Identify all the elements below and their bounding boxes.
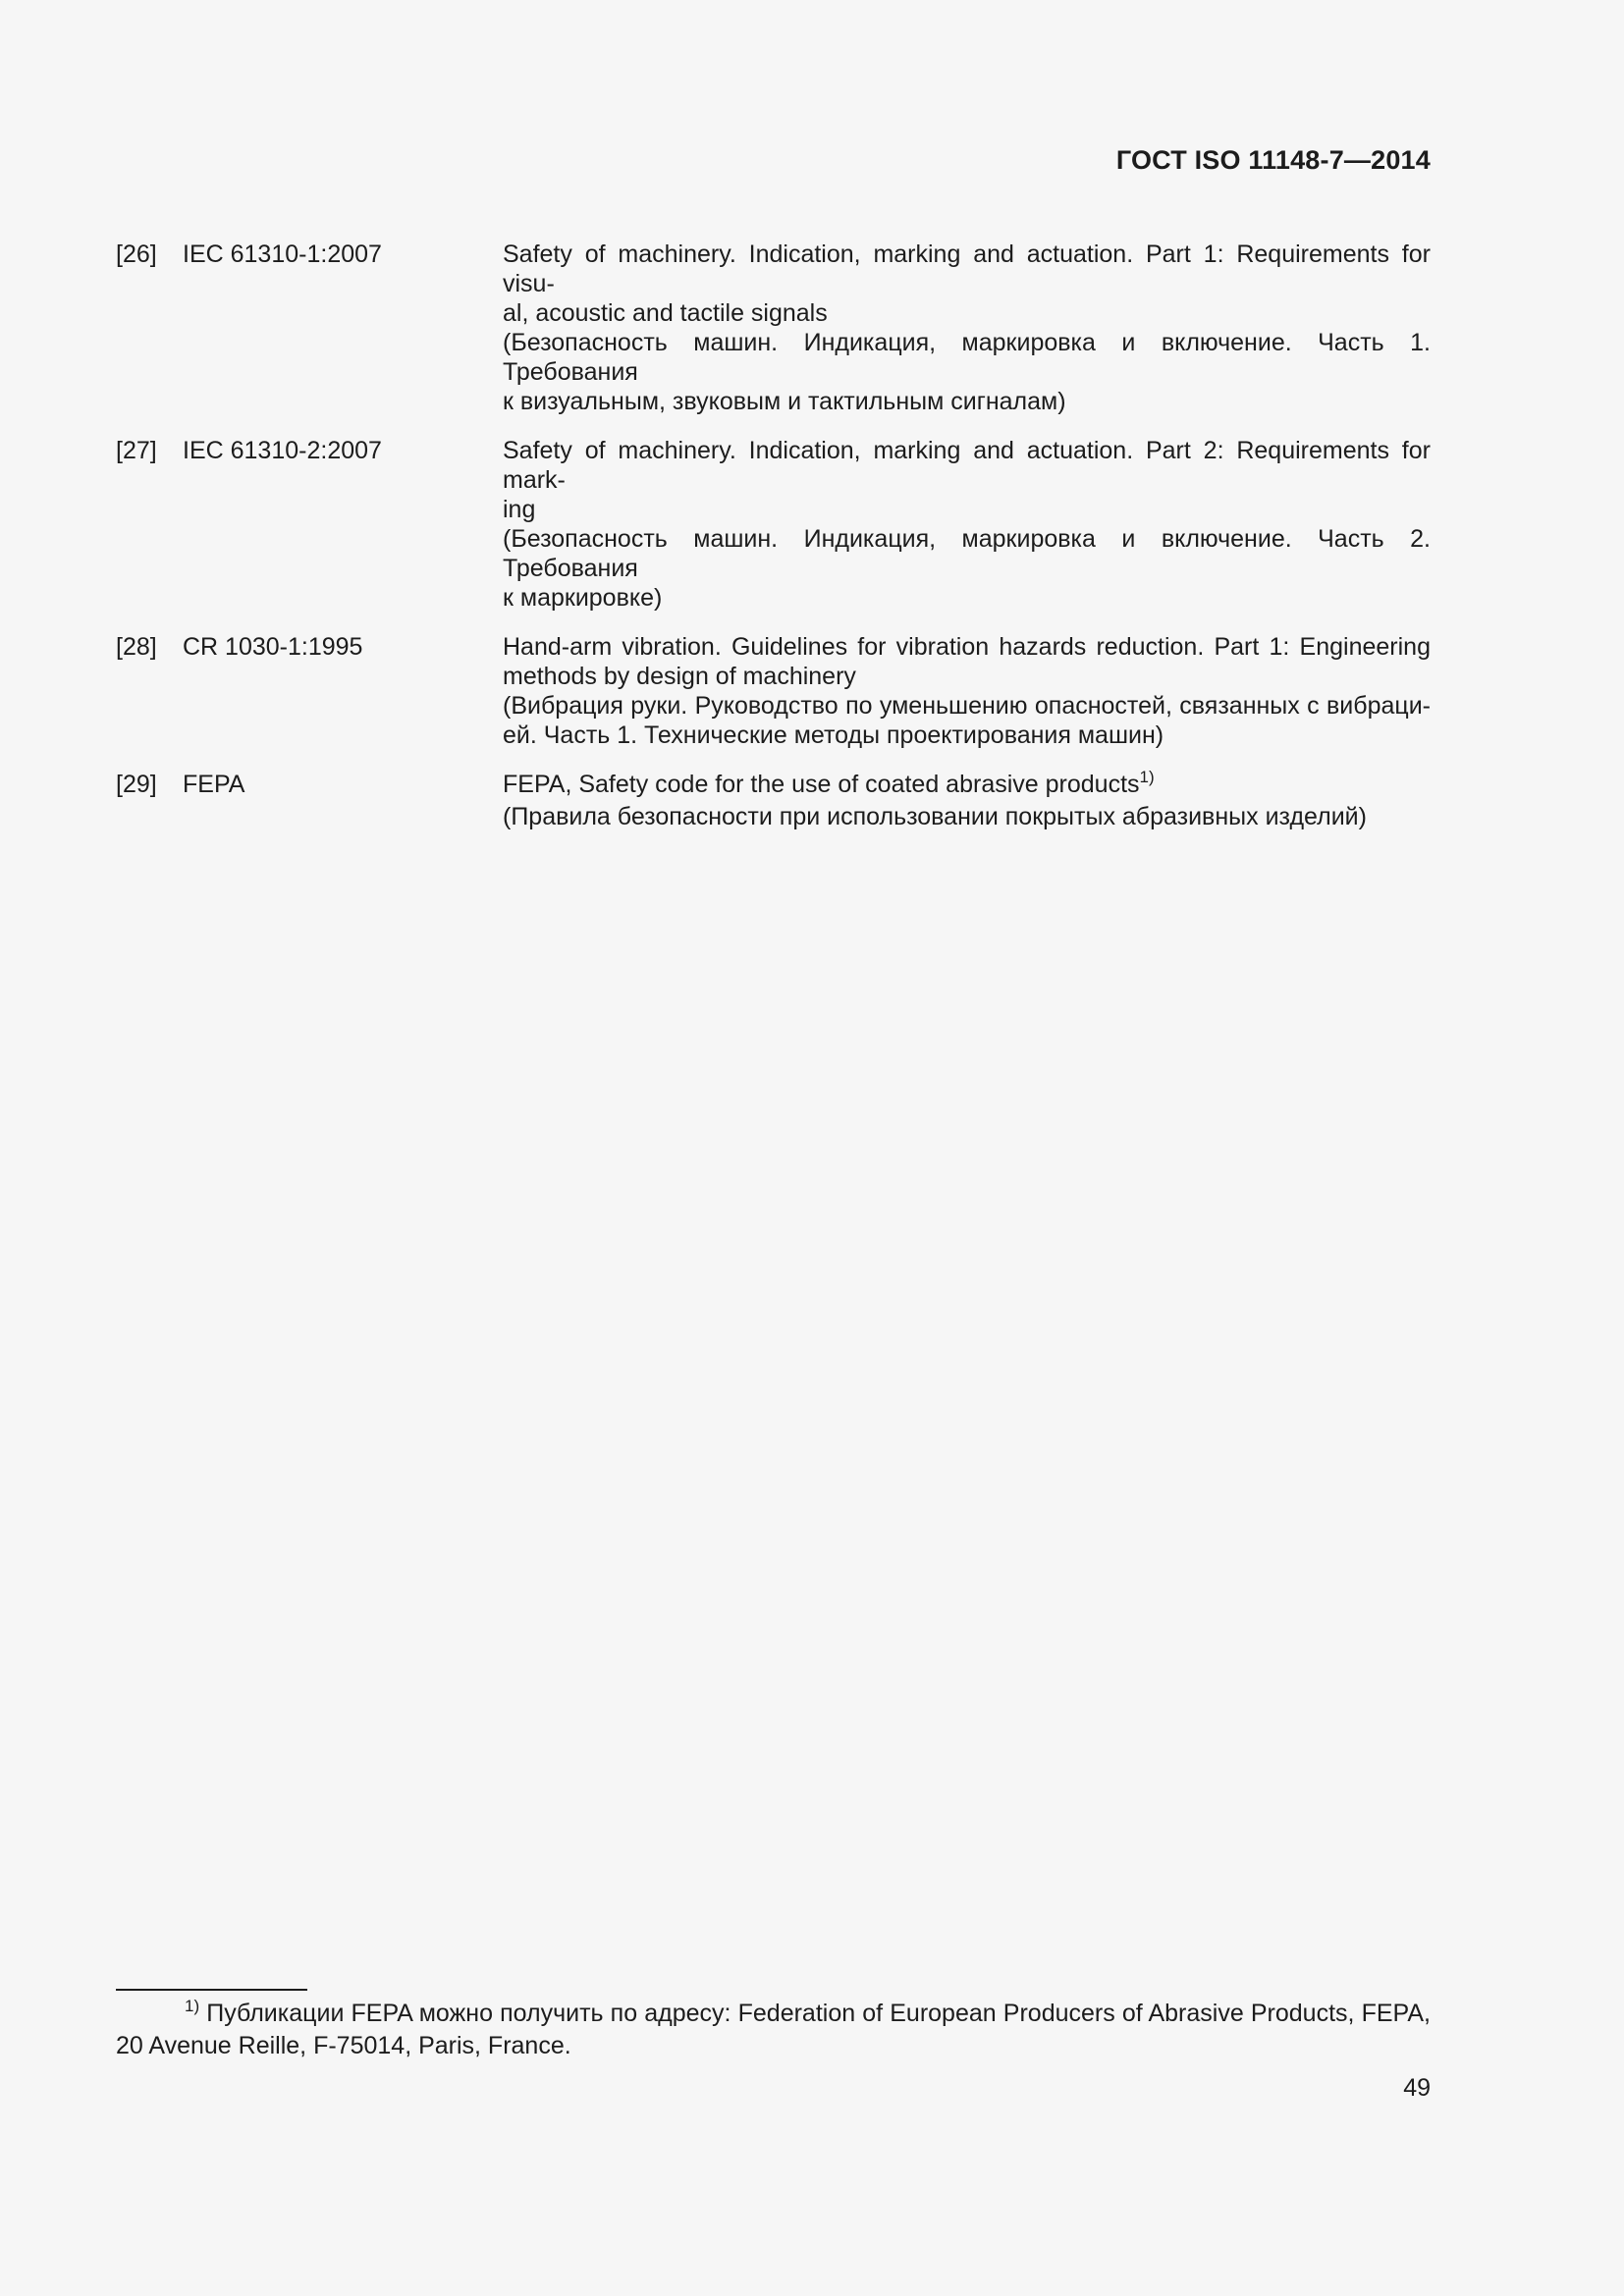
entry-line: ей. Часть 1. Технические методы проектирования машин) (503, 721, 1164, 749)
entry-line: ing (503, 496, 536, 523)
entry-description (503, 770, 1431, 831)
entry-line: к маркировке) (503, 584, 663, 612)
entry-description (503, 436, 1431, 613)
entry-line: Hand-arm vibration. Guidelines for vibration hazards reduction. Part 1: Engineering (503, 633, 1431, 661)
page-number: 49 (1403, 2074, 1431, 2102)
bibliography-entry-26 (116, 240, 1431, 416)
entry-line: al, acoustic and tactile signals (503, 299, 828, 327)
entry-description (503, 240, 1431, 416)
bibliography-entry-27 (116, 436, 1431, 613)
bibliography-list (116, 240, 1431, 851)
entry-line (503, 770, 1431, 802)
document-standard-id: ГОСТ ISO 11148-7—2014 (1115, 145, 1431, 175)
entry-standard-code: IEC 61310-2:2007 (183, 437, 382, 464)
entry-number: [27] (116, 437, 157, 464)
entry-line: Safety of machinery. Indication, marking and actuation. Part 2: Requirements for mark- (503, 437, 1431, 494)
entry-number: [26] (116, 240, 157, 268)
entry-line: (Безопасность машин. Индикация, маркировка и включение. Часть 1. Требования (503, 329, 1431, 386)
footnote-line (116, 1999, 1431, 2031)
footnote (116, 1999, 1431, 2060)
entry-number: [28] (116, 633, 157, 661)
footnote-reference-mark[interactable]: 1) (1139, 768, 1155, 786)
entry-description (503, 632, 1431, 750)
entry-line-text: FEPA, Safety code for the use of coated abrasive products (503, 771, 1140, 798)
entry-line: (Безопасность машин. Индикация, маркировка и включение. Часть 2. Требования (503, 525, 1431, 582)
bibliography-entry-29 (116, 770, 1431, 831)
footnote-line: 20 Avenue Reille, F-75014, Paris, France. (116, 2032, 571, 2059)
footnote-separator (116, 1989, 307, 1991)
entry-line: (Вибрация руки. Руководство по уменьшению опасностей, связанных с вибраци- (503, 692, 1431, 720)
entry-line: methods by design of machinery (503, 663, 856, 690)
entry-standard-code: IEC 61310-1:2007 (183, 240, 382, 268)
footnote-text: Публикации FEPA можно получить по адресу: Federation of European Producers of Abrasive Products, FEPA, (206, 2000, 1431, 2027)
bibliography-entry-28 (116, 632, 1431, 750)
entry-standard-code: FEPA (183, 771, 245, 798)
entry-line: Safety of machinery. Indication, marking and actuation. Part 1: Requirements for visu- (503, 240, 1431, 297)
footnote-mark: 1) (185, 1997, 200, 2015)
entry-line: к визуальным, звуковым и тактильным сигналам) (503, 388, 1066, 415)
entry-line: (Правила безопасности при использовании покрытых абразивных изделий) (503, 803, 1367, 830)
entry-number: [29] (116, 771, 157, 798)
entry-standard-code: CR 1030-1:1995 (183, 633, 363, 661)
